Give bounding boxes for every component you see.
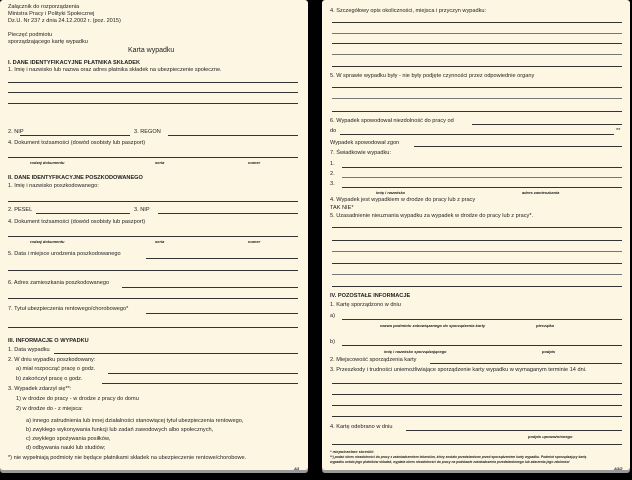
field-label: Wypadek spowodował zgon: [330, 140, 400, 146]
sub-label: adres zamieszkania: [522, 190, 560, 195]
section-heading: IV. POZOSTAŁE INFORMACJE: [330, 293, 411, 299]
witness-number: 1.: [330, 161, 335, 167]
field-label: 3. REGON: [134, 129, 161, 135]
sub-label: podpis upoważnionego: [528, 434, 573, 439]
input-line[interactable]: [332, 43, 622, 44]
sub-label: imię i nazwisko: [376, 190, 406, 195]
input-line[interactable]: [332, 111, 622, 112]
field-label: 4. Kartę odebrano w dniu: [330, 424, 393, 430]
input-line[interactable]: [8, 201, 298, 202]
header-line: Dz.U. Nr 237 z dnia 24.12.2002 r. (poz. 2015): [8, 18, 121, 24]
form-page-right: [322, 0, 630, 470]
option-text[interactable]: c) zwykłego spożywania posiłków,: [26, 436, 111, 442]
input-line[interactable]: [8, 103, 298, 104]
divider: [332, 444, 622, 445]
stamp-label: Pieczęć podmiotu: [8, 32, 53, 38]
section-heading: III. INFORMACJE O WYPADKU: [8, 338, 89, 344]
input-line[interactable]: [146, 258, 298, 259]
field-label: do: [330, 128, 337, 134]
page-number: A3/2: [614, 466, 623, 471]
input-line[interactable]: [414, 146, 622, 147]
input-line[interactable]: [406, 430, 622, 431]
field-label: b) zakończył pracę o godz.: [16, 376, 83, 382]
input-line[interactable]: [332, 251, 622, 252]
witness-field[interactable]: [342, 177, 622, 178]
sub-label: podpis: [542, 349, 556, 354]
field-label: 4. Dokument tożsamości (dowód osobisty lub paszport): [8, 140, 146, 146]
sub-label: nazwa podmiotu zobowiązanego do sporządzenia karty: [380, 323, 486, 328]
regon-field[interactable]: [168, 135, 298, 136]
footnote: wypadku ustala jego płatników składek, wypłata okres niezdolności do pracy na podstawie zaświadczenia przedstawionego lub zdarzenia jego zdolności: [330, 460, 570, 464]
field-label: 1. Imię i nazwisko lub nazwa oraz adres płatnika składek na ubezpieczenie społeczne.: [8, 67, 222, 73]
input-line[interactable]: [8, 298, 298, 299]
input-line[interactable]: [332, 416, 622, 417]
witness-number: 2.: [330, 171, 335, 177]
field-label: 6. Wypadek spowodował niezdolność do pracy od: [330, 118, 454, 124]
field-label: 1. Kartę sporządzono w dniu: [330, 302, 401, 308]
footnote: **) podać okres niezdolności do pracy z zaświadczeniem lekarskim, który zostało przedstawione przed sporządzeniem karty wypadku. Podmiot sporządzający kartę: [330, 455, 587, 459]
input-line[interactable]: [8, 236, 298, 237]
stamp-label: sporządzającego kartę wypadku: [8, 39, 88, 45]
witness-field[interactable]: [342, 167, 622, 168]
option-text[interactable]: 2) w drodze do - z miejsca:: [16, 406, 83, 412]
nip-field[interactable]: [20, 135, 130, 136]
footnote-mark: **: [616, 128, 621, 134]
option-text[interactable]: a) innego zatrudnienia lub innej działalności stanowiącej tytuł ubezpieczenia rentowego,: [26, 418, 244, 424]
input-line[interactable]: [332, 227, 622, 228]
input-line[interactable]: [8, 82, 298, 83]
input-line[interactable]: [122, 287, 298, 288]
input-line[interactable]: [102, 383, 298, 384]
field-label: 7. Tytuł ubezpieczenia rentowego/chorobowego*: [8, 306, 129, 312]
input-line[interactable]: [340, 134, 614, 135]
input-line[interactable]: [332, 263, 622, 264]
field-label: 2. NIP: [8, 129, 24, 135]
field-label: 2. Miejscowość sporządzenia karty: [330, 357, 417, 363]
field-label: 4. Szczegółowy opis okoliczności, miejsca i przyczyn wypadku:: [330, 8, 487, 14]
field-label: 5. Uzasadnienie nieuznania wypadku za wypadek w drodze do pracy lub z pracy*.: [330, 213, 534, 219]
input-line[interactable]: [342, 345, 622, 346]
input-line[interactable]: [108, 373, 298, 374]
form-title: Karta wypadku: [128, 47, 175, 54]
sub-label: rodzaj dokumentu: [30, 160, 65, 165]
page-number: A3: [294, 466, 300, 471]
sub-label: pieczątka: [536, 323, 555, 328]
input-line[interactable]: [472, 124, 622, 125]
field-label: 4. Dokument tożsamości (dowód osobisty lub paszport): [8, 219, 146, 225]
field-label: b): [330, 339, 335, 345]
input-line[interactable]: [8, 92, 298, 93]
field-label: 2. W dniu wypadku poszkodowany:: [8, 357, 96, 363]
option-text[interactable]: 1) w drodze do pracy - w drodze z pracy do domu: [16, 396, 139, 402]
input-line[interactable]: [332, 274, 622, 275]
accident-date-field[interactable]: [54, 353, 298, 354]
option-text[interactable]: b) zwykłego wykonywania funkcji lub zadań zawodowych albo społecznych,: [26, 427, 214, 433]
field-label: 1. Data wypadku: [8, 347, 50, 353]
input-line[interactable]: [332, 54, 622, 55]
sub-label: imię i nazwisko sporządzającego: [384, 349, 447, 354]
field-label: 5. W sprawie wypadku były - nie były podjęte czynności przez odpowiednie organy: [330, 73, 535, 79]
field-label: 7. Świadkowie wypadku:: [330, 150, 391, 156]
field-label: a): [330, 313, 335, 319]
field-label: 1. Imię i nazwisko poszkodowanego:: [8, 183, 99, 189]
field-label: 3. Przeszkody i trudności uniemożliwiające sporządzenie karty wypadku w wymaganym terminie 14 dni.: [330, 367, 587, 373]
section-heading: I. DANE IDENTYFIKACYJNE PŁATNIKA SKŁADEK: [8, 60, 141, 66]
field-label: 4. Wypadek jest wypadkiem w drodze do pracy lub z pracy: [330, 197, 476, 203]
input-line[interactable]: [342, 319, 622, 320]
input-line[interactable]: [146, 313, 298, 314]
pesel-field[interactable]: [36, 213, 130, 214]
field-label: a) miał rozpocząć pracę o godz.: [16, 366, 96, 372]
input-line[interactable]: [332, 240, 622, 241]
input-line[interactable]: [332, 394, 622, 395]
input-line[interactable]: [8, 157, 298, 158]
header-line: Ministra Pracy i Polityki Społecznej: [8, 11, 95, 17]
input-line[interactable]: [332, 286, 622, 287]
footnote: *) nie wypełniają podmioty nie będące płatnikami składek na ubezpieczenie rentowe/chorobowe.: [8, 455, 247, 461]
input-line[interactable]: [332, 98, 622, 99]
form-page-left: [0, 0, 308, 470]
field-label: 6. Adres zamieszkania poszkodowanego: [8, 280, 110, 286]
witness-number: 3.: [330, 181, 335, 187]
witness-field[interactable]: [342, 187, 622, 188]
header-line: Załącznik do rozporządzenia: [8, 4, 80, 10]
input-line[interactable]: [430, 363, 622, 364]
input-line[interactable]: [332, 405, 622, 406]
yes-no-choice[interactable]: TAK NIE*: [330, 205, 354, 211]
field-label: 2. PESEL: [8, 207, 33, 213]
input-line[interactable]: [332, 66, 622, 67]
field-label: 3. Wypadek zdarzył się**:: [8, 386, 72, 392]
field-label: 3. NIP: [134, 207, 150, 213]
sub-label: numer: [248, 160, 261, 165]
section-heading: II. DANE IDENTYFIKACYJNE POSZKODOWANEGO: [8, 175, 143, 181]
input-line[interactable]: [332, 383, 622, 384]
option-text[interactable]: d) odbywania nauki lub studiów;: [26, 445, 106, 451]
sub-label: numer: [248, 239, 261, 244]
sub-label: seria: [155, 160, 165, 165]
input-line[interactable]: [8, 327, 298, 328]
nip-field[interactable]: [158, 213, 298, 214]
footnote: * niepotrzebne skreślić: [330, 449, 374, 454]
sub-label: seria: [155, 239, 165, 244]
sub-label: rodzaj dokumentu: [30, 239, 65, 244]
input-line[interactable]: [332, 33, 622, 34]
field-label: 5. Data i miejsce urodzenia poszkodowanego: [8, 251, 121, 257]
input-line[interactable]: [8, 270, 298, 271]
input-line[interactable]: [332, 87, 622, 88]
input-line[interactable]: [332, 22, 622, 23]
